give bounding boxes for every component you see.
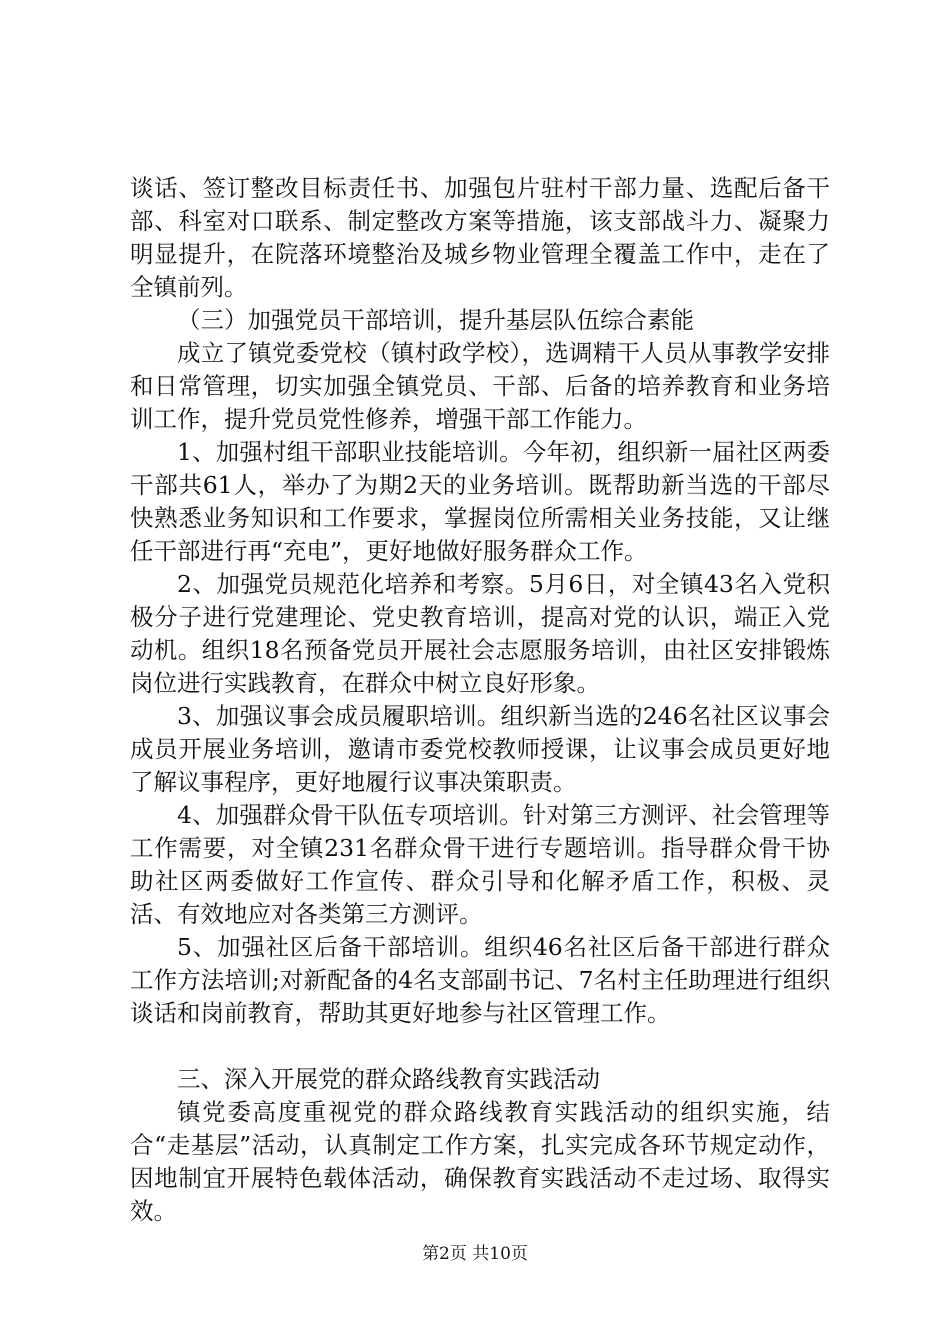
paragraph-item-1: 1、加强村组干部职业技能培训。今年初，组织新一届社区两委干部共61人，举办了为期2天的业务培训。既帮助新当选的干部尽快熟悉业务知识和工作要求，掌握岗位所需相关业务技能，又让继任干部进行再“充电”，更好地做好服务群众工作。: [130, 438, 830, 565]
section-heading-training: （三）加强党员干部培训，提升基层队伍综合素能: [177, 306, 694, 334]
paragraph-party-school: 成立了镇党委党校（镇村政学校），选调精干人员从事教学安排和日常管理，切实加强全镇党员、干部、后备的培养教育和业务培训工作，提升党员党性修养，增强干部工作能力。: [130, 339, 830, 433]
paragraph-mass-line: 镇党委高度重视党的群众路线教育实践活动的组织实施，结合“走基层”活动，认真制定工作方案，扎实完成各环节规定动作，因地制宜开展特色载体活动，确保教育实践活动不走过场、取得实效。: [130, 1098, 830, 1225]
paragraph-item-5: 5、加强社区后备干部培训。组织46名社区后备干部进行群众工作方法培训;对新配备的4名支部副书记、7名村主任助理进行组织谈话和岗前教育，帮助其更好地参与社区管理工作。: [130, 933, 830, 1027]
document-body: [130, 172, 830, 1228]
paragraph-item-4: 4、加强群众骨干队伍专项培训。针对第三方测评、社会管理等工作需要，对全镇231名群众骨干进行专题培训。指导群众骨干协助社区两委做好工作宣传、群众引导和化解矛盾工作，积极、灵活、有效地应对各类第三方测评。: [130, 801, 830, 928]
page-number: 第2页 共10页: [422, 1244, 528, 1264]
blank-line: [130, 1030, 830, 1063]
paragraph-item-2: 2、加强党员规范化培养和考察。5月6日，对全镇43名入党积极分子进行党建理论、党史教育培训，提高对党的认识，端正入党动机。组织18名预备党员开展社会志愿服务培训，由社区安排锻炼岗位进行实践教育，在群众中树立良好形象。: [130, 570, 830, 697]
paragraph-continuation: 谈话、签订整改目标责任书、加强包片驻村干部力量、选配后备干部、科室对口联系、制定整改方案等措施，该支部战斗力、凝聚力明显提升，在院落环境整治及城乡物业管理全覆盖工作中，走在了全镇前列。: [130, 174, 830, 301]
paragraph-item-3: 3、加强议事会成员履职培训。组织新当选的246名社区议事会成员开展业务培训，邀请市委党校教师授课，让议事会成员更好地了解议事程序，更好地履行议事决策职责。: [130, 702, 830, 796]
section-heading-mass-line: 三、深入开展党的群众路线教育实践活动: [177, 1065, 600, 1093]
